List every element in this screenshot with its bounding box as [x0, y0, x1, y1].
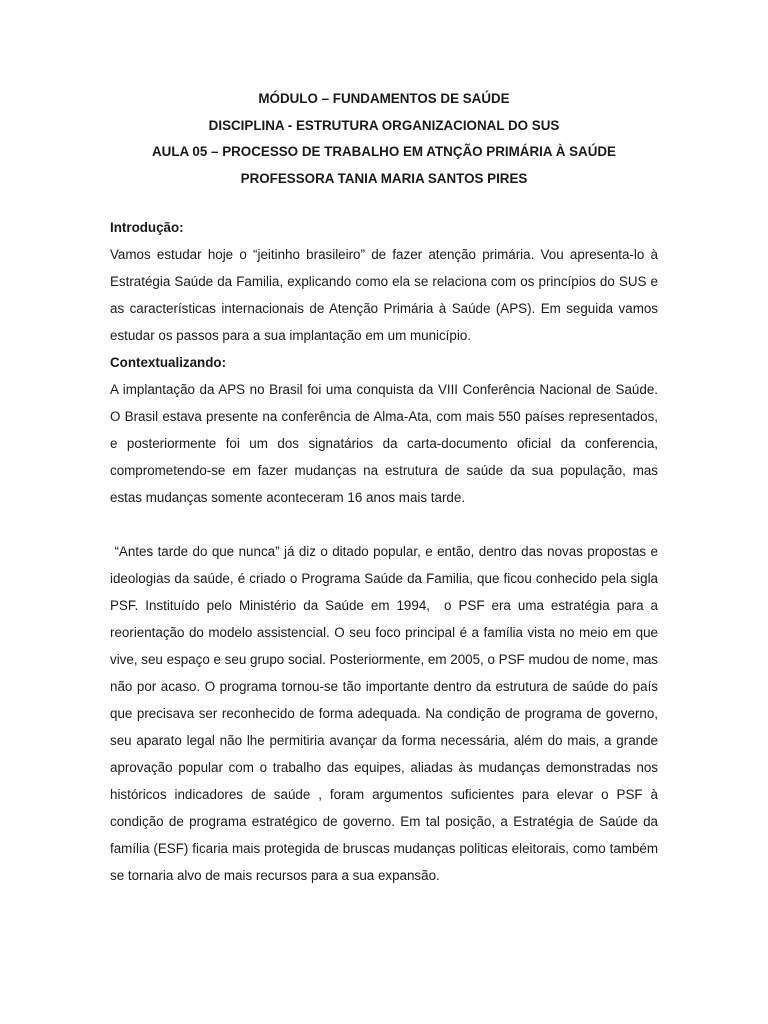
intro-heading: Introdução: [110, 220, 184, 235]
context-paragraph: A implantação da APS no Brasil foi uma conquista da VIII Conferência Nacional de Saúde. O Brasil estava presente na conferência de Alma-Ata, com mais 550 países representados, e posteriormente foi um dos signatários da carta-documento oficial da conferencia, comprometendo-se em fazer mudanças na estrutura de saúde da sua população, mas estas mudanças somente aconteceram 16 anos mais tarde. [110, 382, 658, 505]
teacher-name: PROFESSORA TANIA MARIA SANTOS PIRES [240, 171, 528, 187]
context-heading: Contextualizando: [110, 355, 227, 370]
module-title: MÓDULO – FUNDAMENTOS DE SAÚDE [258, 91, 510, 106]
document-body [110, 214, 662, 889]
lesson-title: AULA 05 – PROCESSO DE TRABALHO EM ATNÇÃO PRIMÁRIA À SAÚDE [152, 144, 616, 160]
paragraph-gap [110, 511, 658, 538]
discipline-title: DISCIPLINA - ESTRUTURA ORGANIZACIONAL DO SUS [208, 117, 560, 133]
intro-paragraph: Vamos estudar hoje o “jeitinho brasileiro” de fazer atenção primária. Vou apresenta-lo à Estratégia Saúde da Familia, explicando como ela se relaciona com os princípios do SUS e as características internacionais de Atenção Primária à Saúde (APS). Em seguida vamos estudar os passos para a sua implantação em um município. [110, 247, 658, 343]
psf-paragraph: “Antes tarde do que nunca” já diz o ditado popular, e então, dentro das novas propostas e ideologias da saúde, é criado o Programa Saúde da Familia, que ficou conhecido pela sigla PSF. Instituído pelo Ministério da Saúde em 1994, o PSF era uma estratégia para a reorientação do modelo assistencial. O seu foco principal é a família vista no meio em que vive, seu espaço e seu grupo social. Posteriormente, em 2005, o PSF mudou de nome, mas não por acaso. O programa tornou-se tão importante dentro da estrutura de saúde do país que precisava ser reconhecido de forma adequada. Na condição de programa de governo, seu aparato legal não lhe permitiria avançar da forma necessária, além do mais, a grande aprovação popular com o trabalho das equipes, aliadas às mudanças demonstradas nos históricos indicadores de saúde , foram argumentos suficientes para elevar o PSF à condição de programa estratégico de governo. Em tal posição, a Estratégia de Saúde da família (ESF) ficaria mais protegida de bruscas mudanças politicas eleitorais, como também se tornaria alvo de mais recursos para a sua expansão. [110, 544, 662, 883]
document-header [110, 86, 658, 193]
